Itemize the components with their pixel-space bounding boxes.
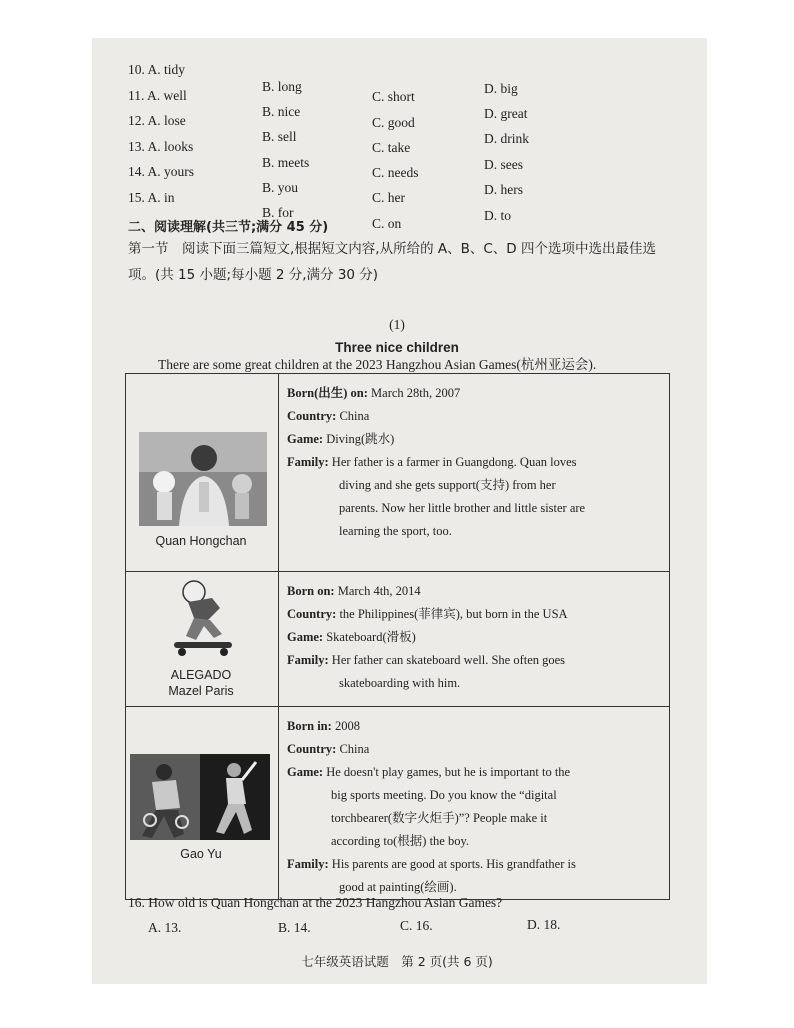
section-heading: 二、阅读理解(共三节;满分 45 分)	[128, 220, 329, 235]
family-line: good at painting(绘画).	[339, 880, 457, 894]
value-game: Skateboard(滑板)	[326, 630, 416, 644]
question-16-option-a: A. 13.	[148, 920, 182, 935]
family-line: skateboarding with him.	[339, 676, 461, 690]
caption-gao: Gao Yu	[180, 847, 222, 861]
choice-12-d: D. drink	[484, 131, 529, 146]
table-row	[126, 572, 670, 707]
choice-10-b: B. long	[262, 79, 302, 94]
choice-13-a: 13. A. looks	[128, 139, 194, 154]
value-country: China	[339, 409, 370, 423]
choice-12-c: C. take	[372, 140, 411, 155]
choice-14-d: D. hers	[484, 182, 523, 197]
label-game: Game:	[287, 765, 324, 779]
choice-14-c: C. her	[372, 190, 405, 205]
choice-15-a: 15. A. in	[128, 190, 175, 205]
value-country: China	[339, 742, 370, 756]
caption-quan: Quan Hongchan	[155, 534, 247, 548]
label-game: Game:	[287, 432, 324, 446]
image-cell	[126, 374, 279, 572]
choice-15-d: D. to	[484, 208, 511, 223]
label-country: Country:	[287, 607, 337, 621]
label-family: Family:	[287, 857, 329, 871]
table-row	[126, 707, 670, 900]
question-16-option-d: D. 18.	[527, 917, 561, 932]
value-country: the Philippines(菲律宾), but born in the USA	[339, 607, 568, 621]
value-game: He doesn't play games, but he is important to the	[326, 765, 571, 779]
choice-11-c: C. good	[372, 115, 415, 130]
choice-12-b: B. sell	[262, 129, 297, 144]
image-cell	[126, 572, 279, 707]
choice-11-b: B. nice	[262, 104, 301, 119]
choice-15-b: B. for	[262, 205, 294, 220]
label-born: Born(出生) on:	[287, 386, 368, 400]
label-country: Country:	[287, 742, 337, 756]
question-16-option-c: C. 16.	[400, 918, 433, 933]
game-line: big sports meeting. Do you know the “digital	[331, 788, 557, 802]
table-row	[126, 374, 670, 572]
label-country: Country:	[287, 409, 337, 423]
choice-13-c: C. needs	[372, 165, 419, 180]
passage-number: (1)	[389, 317, 405, 332]
info-cell	[279, 572, 670, 707]
question-16-stem: 16. How old is Quan Hongchan at the 2023 Hangzhou Asian Games?	[128, 895, 503, 910]
info-cell	[279, 707, 670, 900]
value-born: March 28th, 2007	[371, 386, 461, 400]
family-line: learning the sport, too.	[339, 524, 452, 538]
choice-12-a: 12. A. lose	[128, 113, 186, 128]
section-intro: 第一节 阅读下面三篇短文,根据短文内容,从所给的 A、B、C、D 四个选项中选出最佳选项。(共 15 小题;每小题 2 分,满分 30 分)	[128, 241, 656, 283]
family-line: diving and she gets support(支持) from her	[339, 478, 556, 492]
game-line: according to(根据) the boy.	[331, 834, 470, 848]
value-born: 2008	[334, 719, 360, 733]
label-born: Born in:	[287, 719, 332, 733]
choice-11-d: D. great	[484, 106, 528, 121]
value-born: March 4th, 2014	[337, 584, 421, 598]
choice-10-d: D. big	[484, 81, 518, 96]
passage-title: Three nice children	[335, 340, 459, 355]
question-16-option-b: B. 14.	[278, 920, 311, 935]
skateboarder-photo	[166, 578, 238, 660]
diver-photo	[139, 432, 267, 526]
label-game: Game:	[287, 630, 324, 644]
family-line: parents. Now her little brother and little sister are	[339, 501, 586, 515]
value-game: Diving(跳水)	[326, 432, 395, 446]
choice-13-d: D. sees	[484, 157, 523, 172]
choice-11-a: 11. A. well	[128, 88, 187, 103]
caption-mazel: Mazel Paris	[168, 684, 234, 698]
caption-alegado: ALEGADO	[170, 668, 232, 682]
choice-13-b: B. meets	[262, 155, 310, 170]
choice-10-c: C. short	[372, 89, 415, 104]
torchbearer-photo	[130, 754, 270, 840]
value-family: His parents are good at sports. His grandfather is	[331, 857, 576, 871]
choice-14-a: 14. A. yours	[128, 164, 195, 179]
label-family: Family:	[287, 455, 329, 469]
choice-15-c: C. on	[372, 216, 402, 231]
choice-14-b: B. you	[262, 180, 299, 195]
image-cell	[126, 707, 279, 900]
children-table	[125, 373, 670, 900]
value-family: Her father is a farmer in Guangdong. Quan loves	[331, 455, 577, 469]
label-born: Born on:	[287, 584, 335, 598]
game-line: torchbearer(数字火炬手)”? People make it	[331, 811, 548, 825]
page-footer: 七年级英语试题 第 2 页(共 6 页)	[301, 954, 493, 969]
value-family: Her father can skateboard well. She often goes	[331, 653, 566, 667]
info-cell	[279, 374, 670, 572]
choice-10-a: 10. A. tidy	[128, 62, 186, 77]
passage-lead: There are some great children at the 2023 Hangzhou Asian Games(杭州亚运会).	[158, 357, 597, 372]
label-family: Family:	[287, 653, 329, 667]
